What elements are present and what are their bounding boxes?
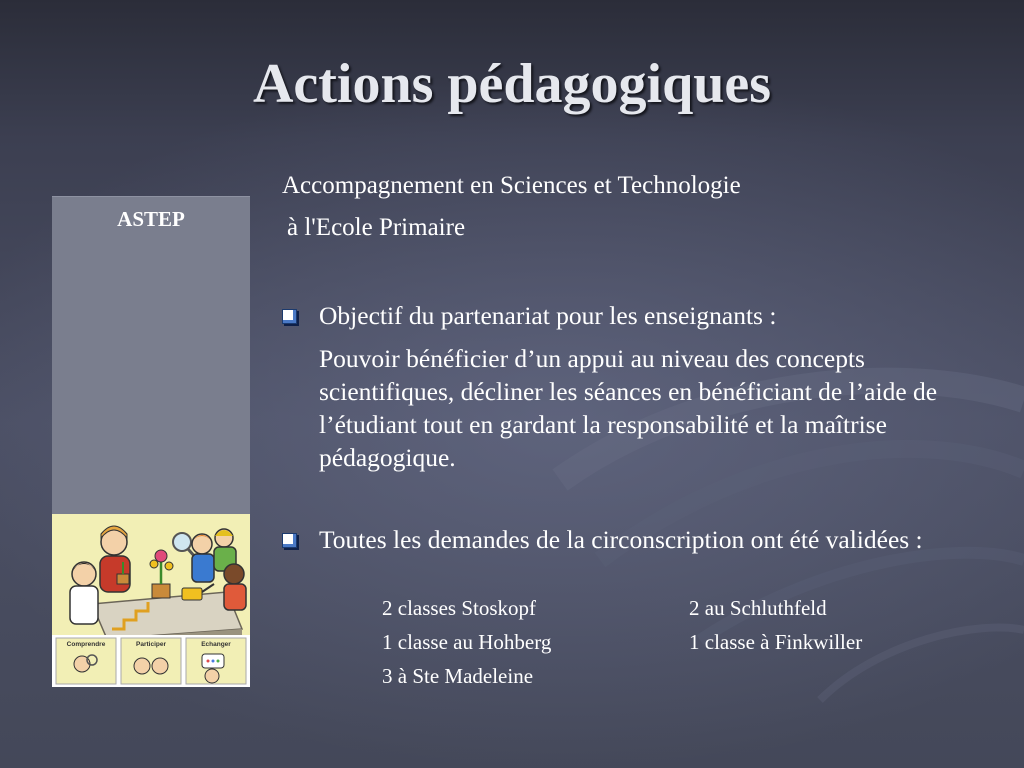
label-participer: Participer xyxy=(136,641,166,648)
bullet-requests-heading: Toutes les demandes de la circonscription ont été validées : xyxy=(319,525,923,554)
school-item: 1 classe à Finkwiller xyxy=(689,630,863,654)
label-echanger: Echanger xyxy=(201,641,231,648)
bullet-objective-heading: Objectif du partenariat pour les enseignants : xyxy=(319,301,777,330)
label-comprendre: Comprendre xyxy=(66,641,106,648)
intro-line-1: Accompagnement en Sciences et Technologie xyxy=(282,172,741,199)
school-item: 2 au Schluthfeld xyxy=(689,596,827,620)
slide-title: Actions pédagogiques xyxy=(252,53,772,115)
school-item: 3 à Ste Madeleine xyxy=(382,664,534,688)
intro-line-2: à l'Ecole Primaire xyxy=(287,214,466,241)
square-bullet-icon xyxy=(282,309,297,324)
classroom-illustration xyxy=(52,514,250,687)
bullet-objective-body: Pouvoir bénéficier d’un appui au niveau des concepts scientifiques, décliner les séances en bénéficiant de l’aide de l’étudiant tout en gardant la responsabilité et la maîtrise pédagogique. xyxy=(319,344,938,472)
school-item: 2 classes Stoskopf xyxy=(382,596,536,620)
astep-panel xyxy=(52,196,250,515)
astep-illustration xyxy=(52,514,250,687)
square-bullet-icon xyxy=(282,533,297,548)
astep-title: ASTEP xyxy=(117,207,185,231)
school-item: 1 classe au Hohberg xyxy=(382,630,552,654)
